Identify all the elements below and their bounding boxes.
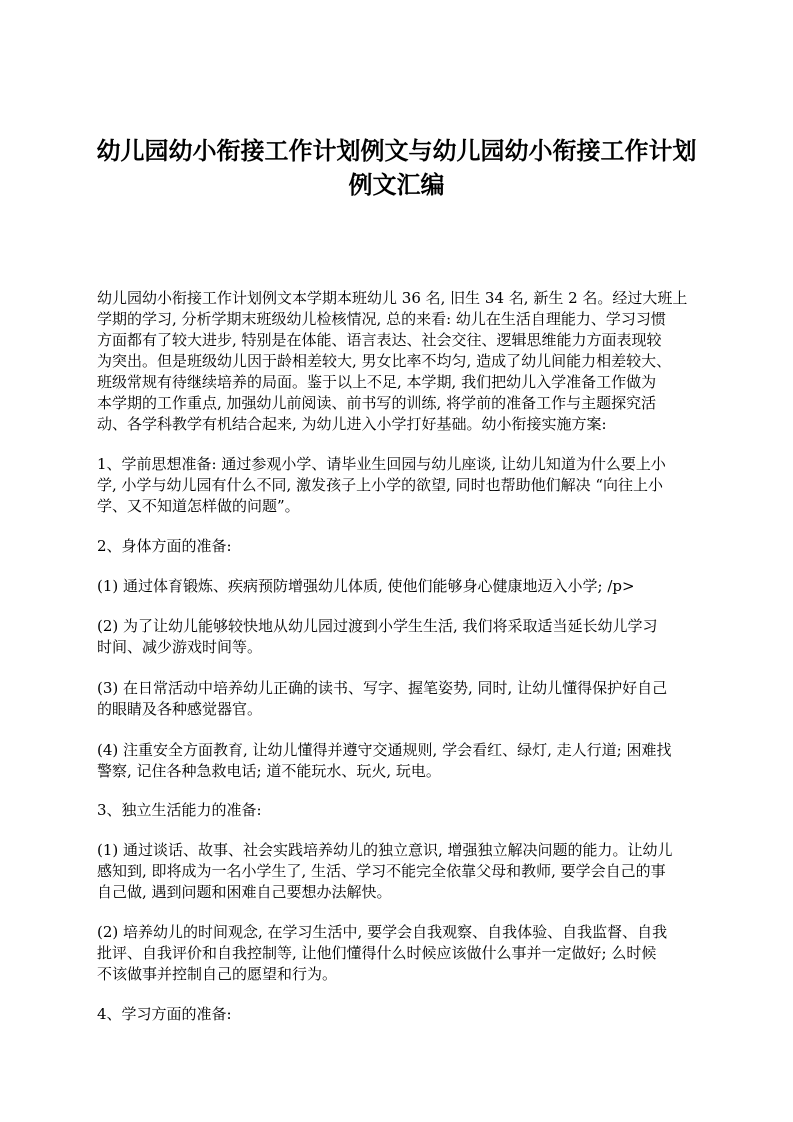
text-line: 动、各学科教学有机结合起来, 为幼儿进入小学打好基础。幼小衔接实施方案: bbox=[97, 415, 607, 433]
paragraph-item bbox=[97, 678, 717, 720]
paragraph-item bbox=[97, 616, 717, 658]
text-line: 本学期的工作重点, 加强幼儿前阅读、前书写的训练, 将学前的准备工作与主题探究活 bbox=[97, 394, 657, 412]
text-line: 1、学前思想准备: 通过参观小学、请毕业生回园与幼儿座谈, 让幼儿知道为什么要上小 bbox=[97, 455, 666, 473]
heading-section-2 bbox=[97, 536, 717, 557]
paragraph-item bbox=[97, 840, 717, 903]
text-line: 时间、减少游戏时间等。 bbox=[97, 638, 263, 656]
document-title bbox=[80, 134, 713, 202]
heading-section-3 bbox=[97, 800, 717, 821]
heading-section-4 bbox=[97, 1004, 717, 1025]
title-line: 幼儿园幼小衔接工作计划例文与幼儿园幼小衔接工作计划 bbox=[96, 137, 697, 165]
text-line: (3) 在日常活动中培养幼儿正确的读书、写字、握笔姿势, 同时, 让幼儿懂得保护好自己 bbox=[97, 679, 668, 697]
text-line: 班级常规有待继续培养的局面。鉴于以上不足, 本学期, 我们把幼儿入学准备工作做为 bbox=[97, 373, 657, 391]
title-line: 例文汇编 bbox=[348, 171, 445, 199]
text-line: 自己做, 遇到问题和困难自己要想办法解快。 bbox=[97, 883, 392, 901]
text-line: 方面都有了较大进步, 特别是在体能、语言表达、社会交往、逻辑思维能力方面表现较 bbox=[97, 331, 662, 349]
paragraph-item bbox=[97, 576, 717, 597]
text-line: 幼儿园幼小衔接工作计划例文本学期本班幼儿 36 名, 旧生 34 名, 新生 2 名。经过大班上 bbox=[97, 289, 688, 307]
text-line: 学、又不知道怎样做的问题”。 bbox=[97, 497, 300, 515]
text-line: 不该做事并控制自己的愿望和行为。 bbox=[97, 965, 338, 983]
text-line: (2) 为了让幼儿能够较快地从幼儿园过渡到小学生生活, 我们将采取适当延长幼儿学习 bbox=[97, 617, 658, 635]
text-line: (1) 通过谈话、故事、社会实践培养幼儿的独立意识, 增强独立解决问题的能力。让幼儿 bbox=[97, 841, 673, 859]
text-line: 感知到, 即将成为一名小学生了, 生活、学习不能完全依靠父母和教师, 要学会自己的事 bbox=[97, 862, 666, 880]
text-line: (2) 培养幼儿的时间观念, 在学习生活中, 要学会自我观察、自我体验、自我监督、自我 bbox=[97, 923, 668, 941]
text-line: 学期的学习, 分析学期末班级幼儿检核情况, 总的来看: 幼儿在生活自理能力、学习习惯 bbox=[97, 310, 666, 328]
text-line: 的眼睛及各种感觉器官。 bbox=[97, 700, 263, 718]
text-line: 批评、自我评价和自我控制等, 让他们懂得什么时候应该做什么事并一定做好; 么时候 bbox=[97, 944, 657, 962]
text-line: 4、学习方面的准备: bbox=[97, 1005, 232, 1023]
text-line: 警察, 记住各种急救电话; 道不能玩水、玩火, 玩电。 bbox=[97, 762, 441, 780]
paragraph-item bbox=[97, 922, 717, 985]
text-line: (1) 通过体育锻炼、疾病预防增强幼儿体质, 使他们能够身心健康地迈入小学; /p> bbox=[97, 577, 635, 595]
text-line: 为突出。但是班级幼儿因于龄相差较大, 男女比率不均匀, 造成了幼儿间能力相差较大、 bbox=[97, 352, 672, 370]
text-line: 3、独立生活能力的准备: bbox=[97, 801, 262, 819]
paragraph-item bbox=[97, 740, 717, 782]
paragraph-intro bbox=[97, 288, 717, 435]
paragraph-section-1 bbox=[97, 454, 717, 517]
text-line: 2、身体方面的准备: bbox=[97, 537, 232, 555]
text-line: (4) 注重安全方面教育, 让幼儿懂得并遵守交通规则, 学会看红、绿灯, 走人行道; 困难找 bbox=[97, 741, 672, 759]
text-line: 学, 小学与幼儿园有什么不同, 激发孩子上小学的欲望, 同时也帮助他们解决 “向往上小 bbox=[97, 476, 664, 494]
